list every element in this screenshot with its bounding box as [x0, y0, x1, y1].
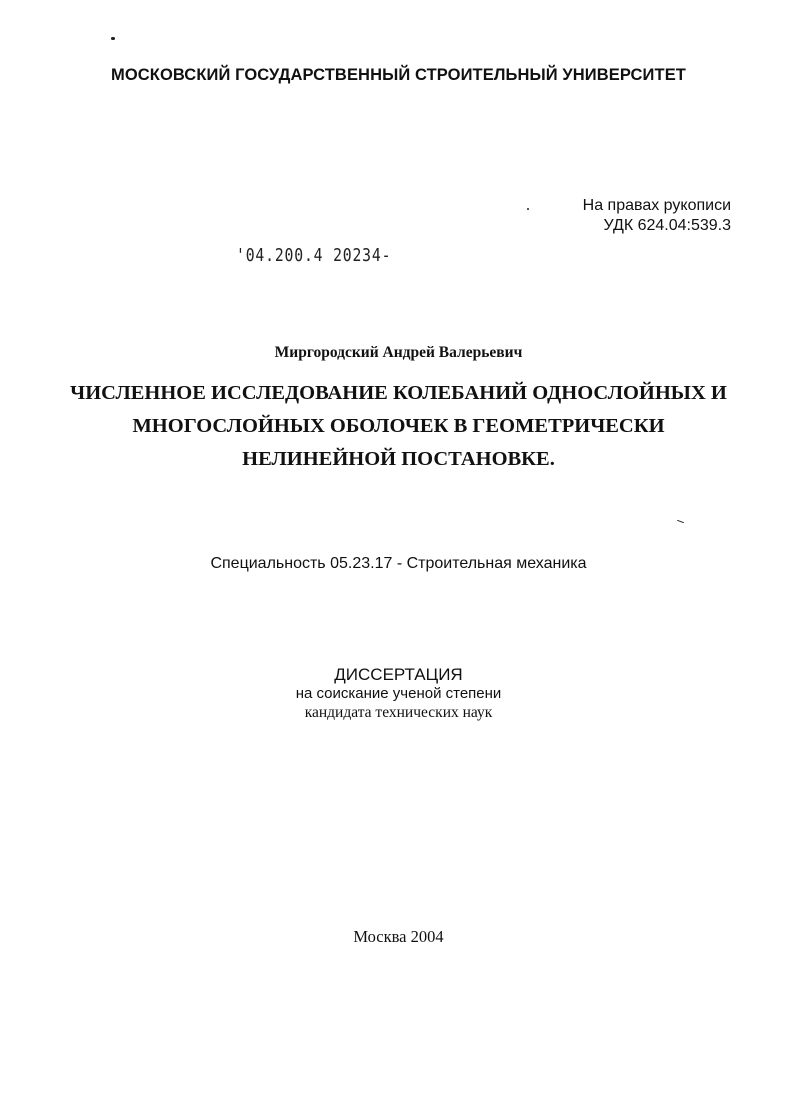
scan-speck: [677, 520, 684, 523]
title-line-1: ЧИСЛЕННОЕ ИССЛЕДОВАНИЕ КОЛЕБАНИЙ ОДНОСЛОЙНЫХ И: [70, 382, 727, 404]
scan-speck: [527, 208, 529, 210]
place-and-year: Москва 2004: [353, 927, 444, 946]
university-name: МОСКОВСКИЙ ГОСУДАРСТВЕННЫЙ СТРОИТЕЛЬНЫЙ УНИВЕРСИТЕТ: [111, 66, 686, 84]
degree-line-1: на соискание ученой степени: [295, 685, 502, 702]
title-line-3: НЕЛИНЕЙНОЙ ПОСТАНОВКЕ.: [242, 448, 555, 470]
registration-stamp: '04.200.4 20234-: [236, 245, 392, 266]
manuscript-rights-label: На правах рукописи: [582, 197, 731, 214]
manuscript-rights-block: [583, 196, 731, 236]
udc-code: УДК 624.04:539.3: [603, 217, 731, 234]
dissertation-title: [0, 377, 797, 476]
dissertation-label: ДИССЕРТАЦИЯ: [334, 665, 463, 684]
author-name: Миргородский Андрей Валерьевич: [274, 344, 523, 361]
speciality-line: Специальность 05.23.17 - Строительная механика: [210, 555, 587, 572]
title-line-2: МНОГОСЛОЙНЫХ ОБОЛОЧЕК В ГЕОМЕТРИЧЕСКИ: [132, 415, 665, 437]
degree-line-2: кандидата технических наук: [304, 704, 493, 721]
scan-speck: [111, 37, 115, 40]
